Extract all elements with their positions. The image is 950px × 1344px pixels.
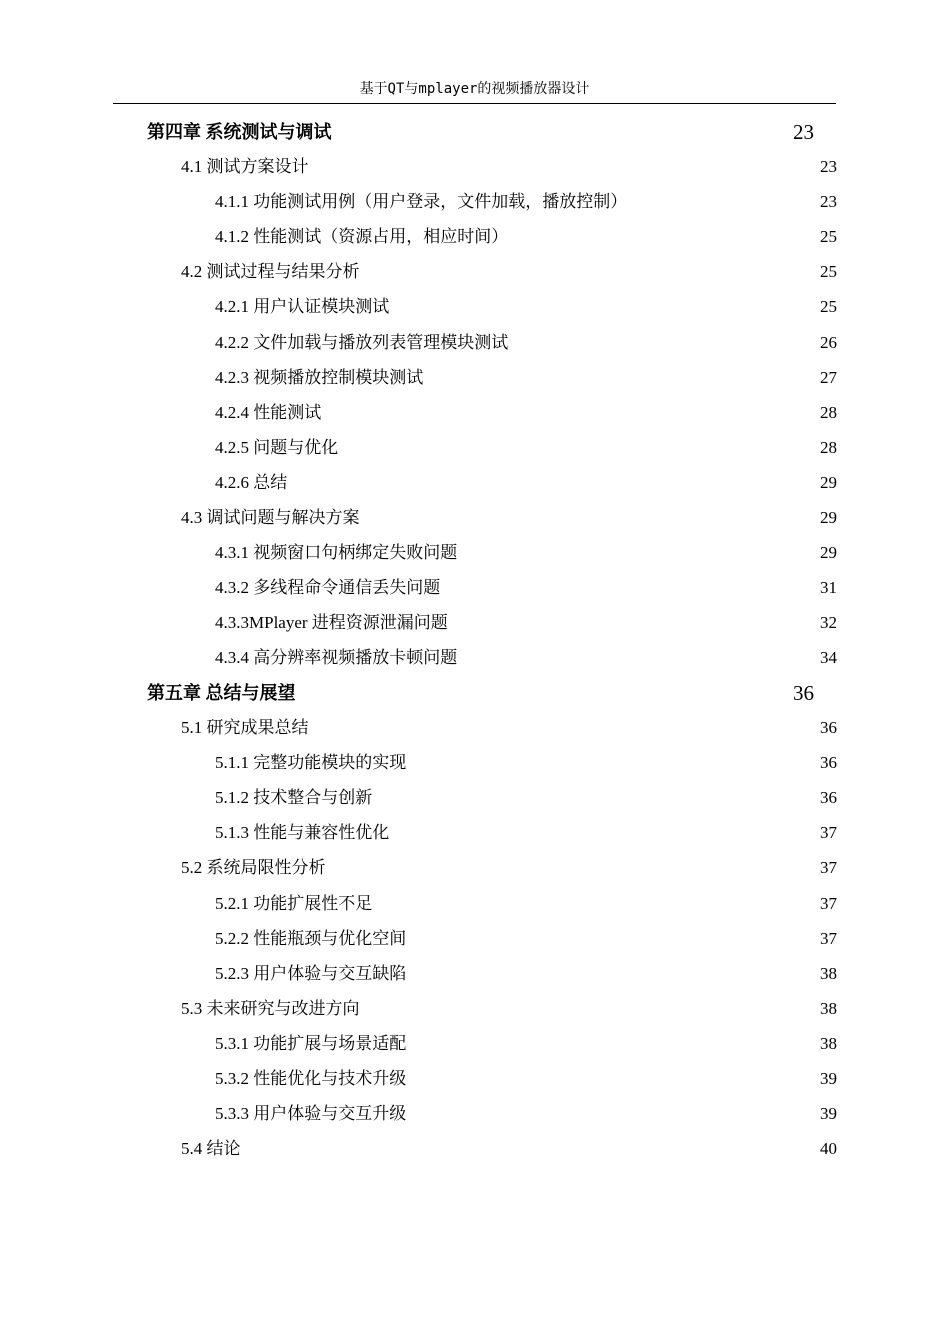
toc-entry-page-number: 27 (820, 367, 837, 387)
toc-entry-page-number: 29 (820, 543, 837, 563)
toc-entry-title: 5.1.2 技术整合与创新 (215, 788, 373, 808)
toc-entry-title: 5.2 系统局限性分析 (181, 858, 326, 878)
toc-entry-title: 4.1 测试方案设计 (181, 157, 309, 176)
toc-entry-page-number: 25 (820, 262, 837, 282)
toc-entry-title: 4.3.2 多线程命令通信丢失问题 (215, 578, 441, 598)
toc-chapter-heading[interactable] (147, 679, 814, 707)
chapter-page-number: 36 (793, 681, 814, 705)
toc-entry-title: 5.3.1 功能扩展与场景适配 (215, 1033, 407, 1053)
toc-entry-title: 5.3 未来研究与改进方向 (181, 998, 360, 1018)
toc-entry-page-number: 23 (820, 192, 837, 212)
toc-entry-page-number: 28 (820, 437, 837, 457)
toc-entry-page-number: 37 (820, 893, 837, 913)
toc-entry-page-number: 38 (820, 963, 837, 983)
toc-entry-page-number: 36 (820, 718, 837, 737)
chapter-title: 第五章 总结与展望 (147, 683, 296, 703)
toc-entry-page-number: 26 (820, 332, 837, 352)
toc-entry-page-number: 23 (820, 157, 837, 176)
toc-entry-title: 5.1 研究成果总结 (181, 718, 309, 737)
toc-subsection-entry[interactable] (215, 1066, 837, 1092)
toc-entry-title: 4.2.2 文件加载与播放列表管理模块测试 (215, 332, 509, 352)
toc-subsection-entry[interactable] (215, 540, 837, 566)
toc-entry-page-number: 39 (820, 1069, 837, 1088)
toc-section-entry[interactable] (181, 1136, 837, 1162)
toc-entry-title: 4.2.3 视频播放控制模块测试 (215, 367, 424, 387)
toc-subsection-entry[interactable] (215, 1101, 837, 1127)
toc-subsection-entry[interactable] (215, 435, 837, 461)
toc-entry-title: 4.2.6 总结 (215, 472, 288, 492)
chapter-page-number: 23 (793, 120, 814, 144)
toc-subsection-entry[interactable] (215, 610, 837, 636)
toc-subsection-entry[interactable] (215, 1031, 837, 1057)
toc-entry-title: 4.2 测试过程与结果分析 (181, 262, 360, 282)
toc-entry-title: 4.2.5 问题与优化 (215, 437, 339, 457)
toc-subsection-entry[interactable] (215, 575, 837, 601)
toc-entry-title: 4.1.1 功能测试用例（用户登录，文件加载，播放控制） (215, 192, 628, 212)
toc-entry-page-number: 31 (820, 578, 837, 598)
header-divider (113, 103, 836, 104)
toc-entry-title: 4.1.2 性能测试（资源占用，相应时间） (215, 227, 509, 247)
toc-entry-page-number: 39 (820, 1104, 837, 1124)
toc-subsection-entry[interactable] (215, 294, 837, 320)
toc-entry-title: 4.3 调试问题与解决方案 (181, 508, 360, 527)
toc-entry-page-number: 36 (820, 753, 837, 773)
toc-entry-page-number: 29 (820, 472, 837, 492)
toc-entry-page-number: 29 (820, 508, 837, 527)
toc-subsection-entry[interactable] (215, 891, 837, 917)
toc-entry-page-number: 32 (820, 613, 837, 633)
toc-subsection-entry[interactable] (215, 926, 837, 952)
toc-entry-page-number: 37 (820, 928, 837, 948)
toc-entry-page-number: 36 (820, 788, 837, 808)
toc-entry-title: 4.2.4 性能测试 (215, 402, 322, 422)
toc-entry-page-number: 38 (820, 1033, 837, 1053)
toc-entry-page-number: 40 (820, 1139, 837, 1159)
toc-section-entry[interactable] (181, 154, 837, 180)
toc-entry-title: 5.2.2 性能瓶颈与优化空间 (215, 928, 407, 948)
toc-entry-title: 4.3.3MPlayer 进程资源泄漏问题 (215, 613, 448, 633)
toc-entry-title: 5.2.1 功能扩展性不足 (215, 893, 373, 913)
toc-subsection-entry[interactable] (215, 189, 837, 215)
toc-entry-page-number: 28 (820, 402, 837, 422)
toc-entry-title: 4.2.1 用户认证模块测试 (215, 297, 390, 317)
toc-subsection-entry[interactable] (215, 645, 837, 671)
toc-subsection-entry[interactable] (215, 224, 837, 250)
toc-chapter-heading[interactable] (147, 118, 814, 146)
toc-entry-title: 5.4 结论 (181, 1139, 241, 1159)
toc-section-entry[interactable] (181, 855, 837, 881)
toc-entry-title: 5.3.2 性能优化与技术升级 (215, 1069, 407, 1088)
toc-section-entry[interactable] (181, 715, 837, 741)
toc-subsection-entry[interactable] (215, 750, 837, 776)
toc-entry-page-number: 25 (820, 297, 837, 317)
toc-entry-title: 5.1.3 性能与兼容性优化 (215, 823, 390, 843)
toc-section-entry[interactable] (181, 996, 837, 1022)
toc-entry-title: 5.2.3 用户体验与交互缺陷 (215, 963, 407, 983)
toc-subsection-entry[interactable] (215, 820, 837, 846)
toc-subsection-entry[interactable] (215, 400, 837, 426)
toc-section-entry[interactable] (181, 505, 837, 531)
toc-section-entry[interactable] (181, 259, 837, 285)
toc-entry-page-number: 37 (820, 858, 837, 878)
toc-subsection-entry[interactable] (215, 785, 837, 811)
toc-subsection-entry[interactable] (215, 365, 837, 391)
toc-entry-title: 4.3.4 高分辨率视频播放卡顿问题 (215, 648, 458, 668)
toc-subsection-entry[interactable] (215, 330, 837, 356)
toc-entry-title: 5.3.3 用户体验与交互升级 (215, 1104, 407, 1124)
toc-subsection-entry[interactable] (215, 470, 837, 496)
toc-entry-page-number: 38 (820, 998, 837, 1018)
toc-entry-title: 4.3.1 视频窗口句柄绑定失败问题 (215, 543, 458, 563)
toc-entry-page-number: 34 (820, 648, 837, 668)
toc-entry-title: 5.1.1 完整功能模块的实现 (215, 753, 407, 773)
toc-subsection-entry[interactable] (215, 961, 837, 987)
chapter-title: 第四章 系统测试与调试 (147, 122, 332, 142)
toc-entry-page-number: 25 (820, 227, 837, 247)
page-header-title: 基于QT与mplayer的视频播放器设计 (359, 81, 590, 97)
toc-entry-page-number: 37 (820, 823, 837, 843)
